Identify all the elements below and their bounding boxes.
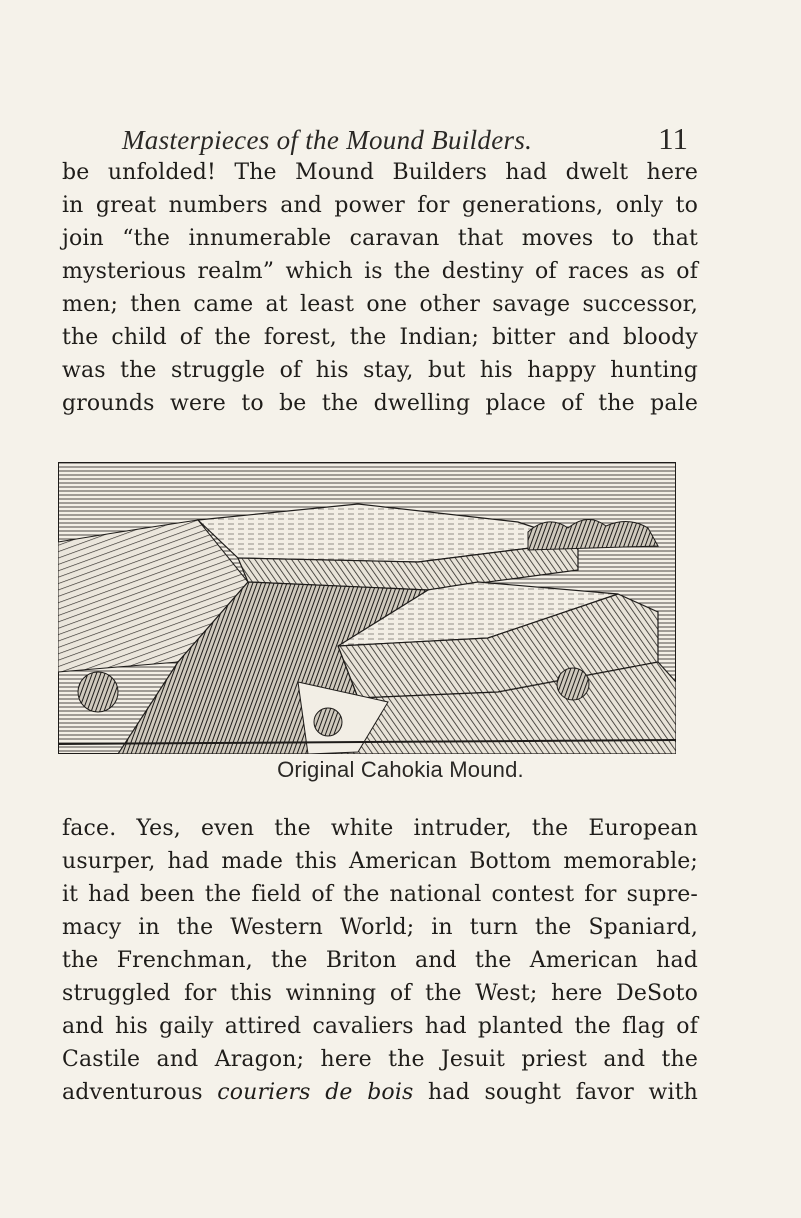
- paragraph-bottom: [62, 812, 698, 1109]
- text-line: the Frenchman, the Briton and the American had: [62, 948, 698, 973]
- text-line-last: [62, 1076, 698, 1109]
- text-line: was the struggle of his stay, but his happy hunting: [62, 358, 698, 383]
- text-line: Castile and Aragon; here the Jesuit priest and the: [62, 1047, 698, 1072]
- italic-phrase: couriers de bois: [217, 1080, 414, 1105]
- text-line: the child of the forest, the Indian; bitter and bloody: [62, 325, 698, 350]
- text-line: face. Yes, even the white intruder, the European: [62, 816, 698, 841]
- text-line: it had been the field of the national contest for supre-: [62, 882, 698, 907]
- text-line: join “the innumerable caravan that moves to that: [62, 226, 698, 251]
- text-line: and his gaily attired cavaliers had planted the flag of: [62, 1014, 698, 1039]
- text-line: men; then came at least one other savage successor,: [62, 292, 698, 317]
- text-line: be unfolded! The Mound Builders had dwelt here: [62, 160, 698, 185]
- running-head: [122, 121, 688, 161]
- text-line: macy in the Western World; in turn the Spaniard,: [62, 915, 698, 940]
- text-run: had sought favor with: [413, 1080, 699, 1105]
- running-title: Masterpieces of the Mound Builders.: [122, 125, 533, 155]
- text-line: mysterious realm” which is the destiny of races as of: [62, 259, 698, 284]
- text-run: adventurous: [62, 1080, 218, 1105]
- text-line: in great numbers and power for generations, only to: [62, 193, 698, 218]
- mound-engraving: [58, 462, 676, 754]
- figure-caption: Original Cahokia Mound.: [277, 757, 524, 782]
- text-line: struggled for this winning of the West; here DeSoto: [62, 981, 698, 1006]
- text-line: grounds were to be the dwelling place of the pale: [62, 391, 698, 416]
- text-line: usurper, had made this American Bottom memorable;: [62, 849, 698, 874]
- page-number: 11: [658, 121, 688, 156]
- paragraph-top: [62, 156, 698, 420]
